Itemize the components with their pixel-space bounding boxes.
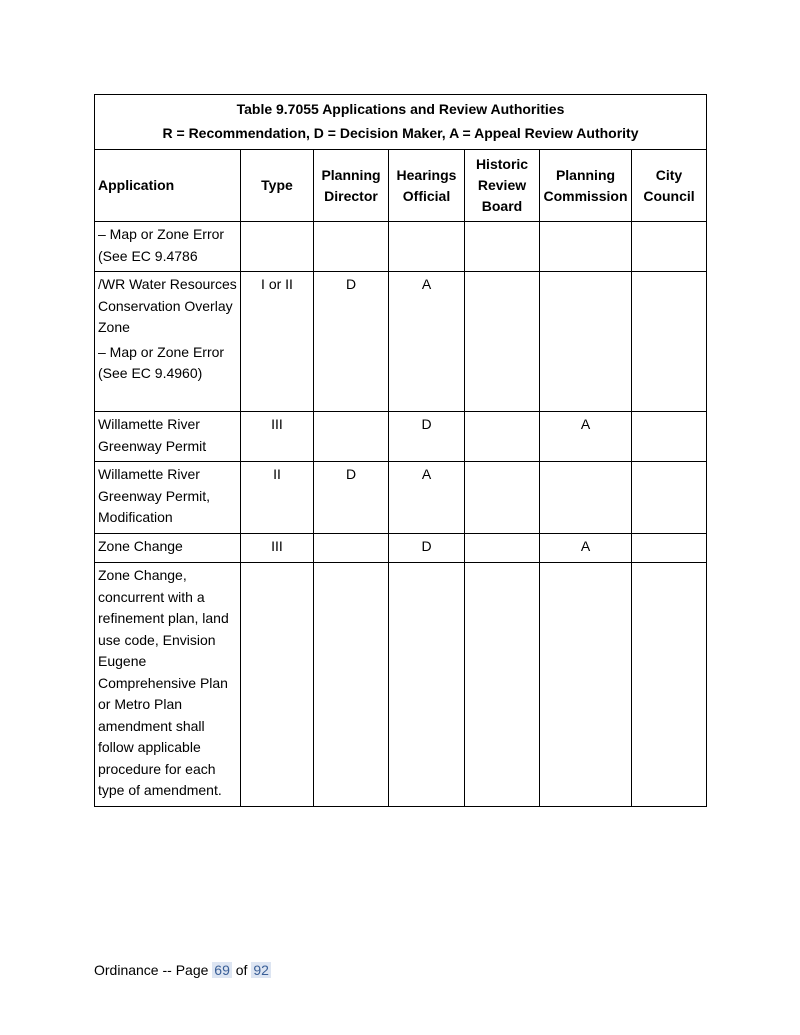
cell-type: I or II	[241, 272, 314, 412]
cell-planning-director: D	[314, 462, 389, 534]
header-planning-director	[314, 150, 389, 222]
cell-planning-director	[314, 534, 389, 563]
header-hearings-official	[389, 150, 465, 222]
cell-historic-review-board	[465, 222, 540, 272]
table-row	[95, 222, 707, 272]
cell-city-council	[632, 462, 707, 534]
cell-application	[95, 534, 241, 563]
cell-city-council	[632, 412, 707, 462]
footer-prefix: Ordinance -- Page	[94, 962, 209, 978]
header-application: Application	[95, 150, 241, 222]
cell-planning-commission: A	[540, 534, 632, 563]
cell-hearings-official: D	[389, 534, 465, 563]
cell-planning-director: D	[314, 272, 389, 412]
table-row	[95, 563, 707, 807]
application-text: (See EC 9.4786	[98, 247, 198, 264]
total-page-count: 92	[253, 962, 269, 978]
header-planning-commission	[540, 150, 632, 222]
application-text: Zone Change, concurrent with a refinement plan, land use code, Envision Eugene Comprehensive Plan or Metro Plan amendment shall follow applicable procedure for each type of amendment.	[98, 567, 229, 798]
cell-city-council	[632, 534, 707, 563]
table-row	[95, 272, 707, 412]
cell-planning-commission	[540, 462, 632, 534]
cell-hearings-official: A	[389, 272, 465, 412]
cell-type	[241, 222, 314, 272]
cell-planning-commission: A	[540, 412, 632, 462]
cell-planning-commission	[540, 222, 632, 272]
cell-type: II	[241, 462, 314, 534]
header-historic-review-board-line: Review	[477, 177, 527, 193]
cell-hearings-official: A	[389, 462, 465, 534]
cell-type: III	[241, 412, 314, 462]
header-historic-review-board-line: Historic	[475, 156, 529, 172]
header-hearings-official-line: Hearings	[396, 166, 457, 183]
table-header-row	[95, 150, 707, 222]
cell-historic-review-board	[465, 534, 540, 563]
cell-historic-review-board	[465, 462, 540, 534]
table-row	[95, 462, 707, 534]
cell-planning-director	[314, 563, 389, 807]
cell-planning-commission	[540, 272, 632, 412]
cell-hearings-official: D	[389, 412, 465, 462]
cell-planning-commission	[540, 563, 632, 807]
review-authorities-table	[94, 94, 707, 807]
table-row	[95, 534, 707, 563]
cell-application	[95, 412, 241, 462]
cell-planning-director	[314, 412, 389, 462]
application-text: Willamette River Greenway Permit	[98, 416, 207, 454]
header-planning-commission-line: Planning	[555, 166, 616, 183]
cell-historic-review-board	[465, 563, 540, 807]
cell-planning-director	[314, 222, 389, 272]
cell-historic-review-board	[465, 412, 540, 462]
table-title-line-1: Table 9.7055 Applications and Review Authorities	[236, 101, 565, 117]
cell-type	[241, 563, 314, 807]
cell-city-council	[632, 222, 707, 272]
table-title	[95, 95, 707, 150]
page-footer	[94, 962, 271, 978]
header-historic-review-board-line: Board	[481, 198, 523, 214]
header-city-council	[632, 150, 707, 222]
table-row	[95, 412, 707, 462]
header-planning-commission-line: Commission	[543, 187, 628, 204]
cell-hearings-official	[389, 222, 465, 272]
cell-city-council	[632, 563, 707, 807]
cell-historic-review-board	[465, 272, 540, 412]
table-title-row	[95, 95, 707, 150]
current-page-number: 69	[214, 962, 230, 978]
application-text: /WR Water Resources Conservation Overlay Zone	[98, 276, 237, 335]
cell-city-council	[632, 272, 707, 412]
cell-application	[95, 462, 241, 534]
table-title-line-2: R = Recommendation, D = Decision Maker, A = Appeal Review Authority	[162, 125, 639, 141]
cell-hearings-official	[389, 563, 465, 807]
application-text: Zone Change	[98, 538, 183, 554]
header-hearings-official-line: Official	[402, 187, 451, 204]
application-text: – Map or Zone Error (See EC 9.4960)	[98, 343, 225, 381]
footer-of: of	[235, 962, 248, 978]
application-text: – Map or Zone Error	[98, 226, 225, 242]
cell-application	[95, 222, 241, 272]
header-planning-director-line: Director	[324, 187, 378, 204]
cell-type: III	[241, 534, 314, 563]
header-historic-review-board	[465, 150, 540, 222]
header-planning-director-line: Planning	[321, 166, 381, 183]
header-city-council-line: Council	[643, 187, 695, 204]
cell-application	[95, 272, 241, 412]
header-city-council-line: City	[655, 166, 683, 183]
cell-application	[95, 563, 241, 807]
header-type: Type	[241, 150, 314, 222]
application-text: Willamette River Greenway Permit, Modification	[98, 466, 211, 525]
